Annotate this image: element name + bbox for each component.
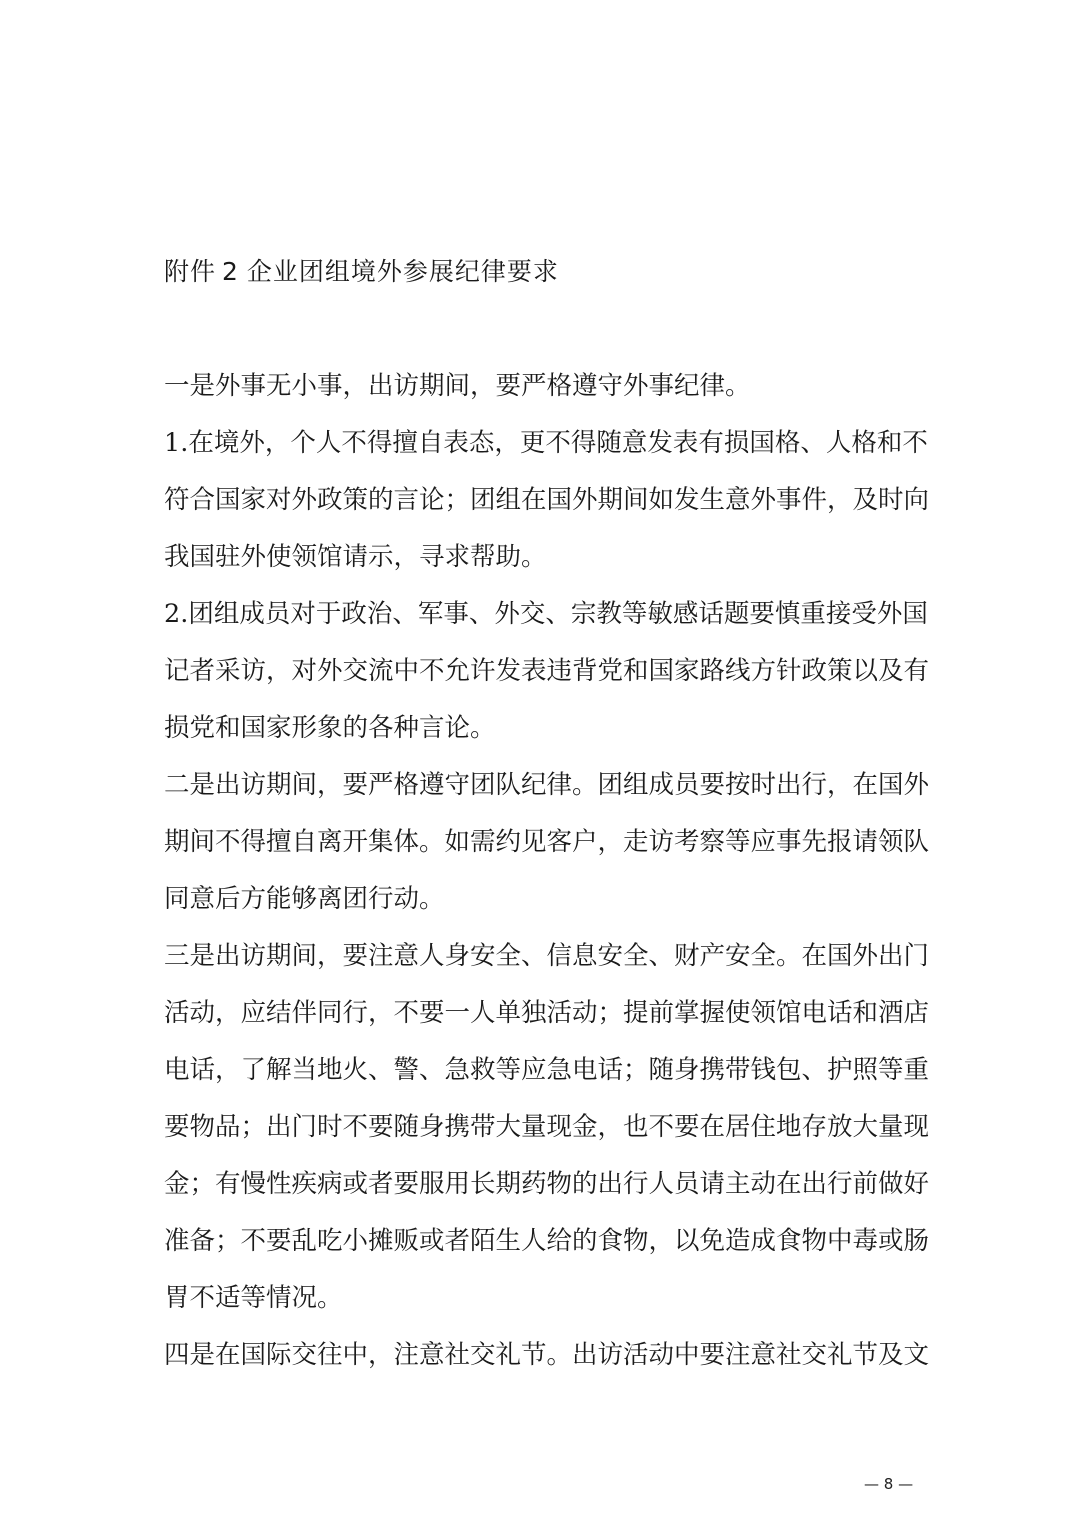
text-line: 一是外事无小事，出访期间，要严格遵守外事纪律。 xyxy=(164,371,751,401)
page-number: — 8 — xyxy=(864,1475,914,1493)
text-line: 胃不适等情况。 xyxy=(164,1283,343,1313)
text-line: 期间不得擅自离开集体。如需约见客户，走访考察等应事先报请领队 xyxy=(164,827,930,857)
text-line: 同意后方能够离团行动。 xyxy=(164,884,445,914)
text-line: 金；有慢性疾病或者要服用长期药物的出行人员请主动在出行前做好 xyxy=(164,1169,930,1199)
heading-number: 2 xyxy=(222,257,239,286)
text-line: 准备；不要乱吃小摊贩或者陌生人给的食物，以免造成食物中毒或肠 xyxy=(164,1226,930,1256)
text-line: 符合国家对外政策的言论；团组在国外期间如发生意外事件，及时向 xyxy=(164,485,930,515)
text-line: 要物品；出门时不要随身携带大量现金，也不要在居住地存放大量现 xyxy=(164,1112,930,1142)
text-line: 二是出访期间，要严格遵守团队纪律。团组成员要按时出行，在国外 xyxy=(164,770,930,800)
text-line: 电话，了解当地火、警、急救等应急电话；随身携带钱包、护照等重 xyxy=(164,1055,930,1085)
document-body xyxy=(164,358,930,1384)
text-line: 三是出访期间，要注意人身安全、信息安全、财产安全。在国外出门 xyxy=(164,941,930,971)
text-line: 损党和国家形象的各种言论。 xyxy=(164,713,496,743)
text-line: 四是在国际交往中，注意社交礼节。出访活动中要注意社交礼节及文 xyxy=(164,1340,930,1370)
text-line: 记者采访，对外交流中不允许发表违背党和国家路线方针政策以及有 xyxy=(164,656,930,686)
attachment-heading xyxy=(164,250,559,294)
text-line: 我国驻外使领馆请示，寻求帮助。 xyxy=(164,542,547,572)
heading-prefix: 附件 xyxy=(164,257,217,286)
heading-title: 企业团组境外参展纪律要求 xyxy=(246,257,559,286)
text-line: 1.在境外，个人不得擅自表态，更不得随意发表有损国格、人格和不 xyxy=(164,428,928,458)
text-line: 2.团组成员对于政治、军事、外交、宗教等敏感话题要慎重接受外国 xyxy=(164,599,928,629)
text-line: 活动，应结伴同行，不要一人单独活动；提前掌握使领馆电话和酒店 xyxy=(164,998,930,1028)
